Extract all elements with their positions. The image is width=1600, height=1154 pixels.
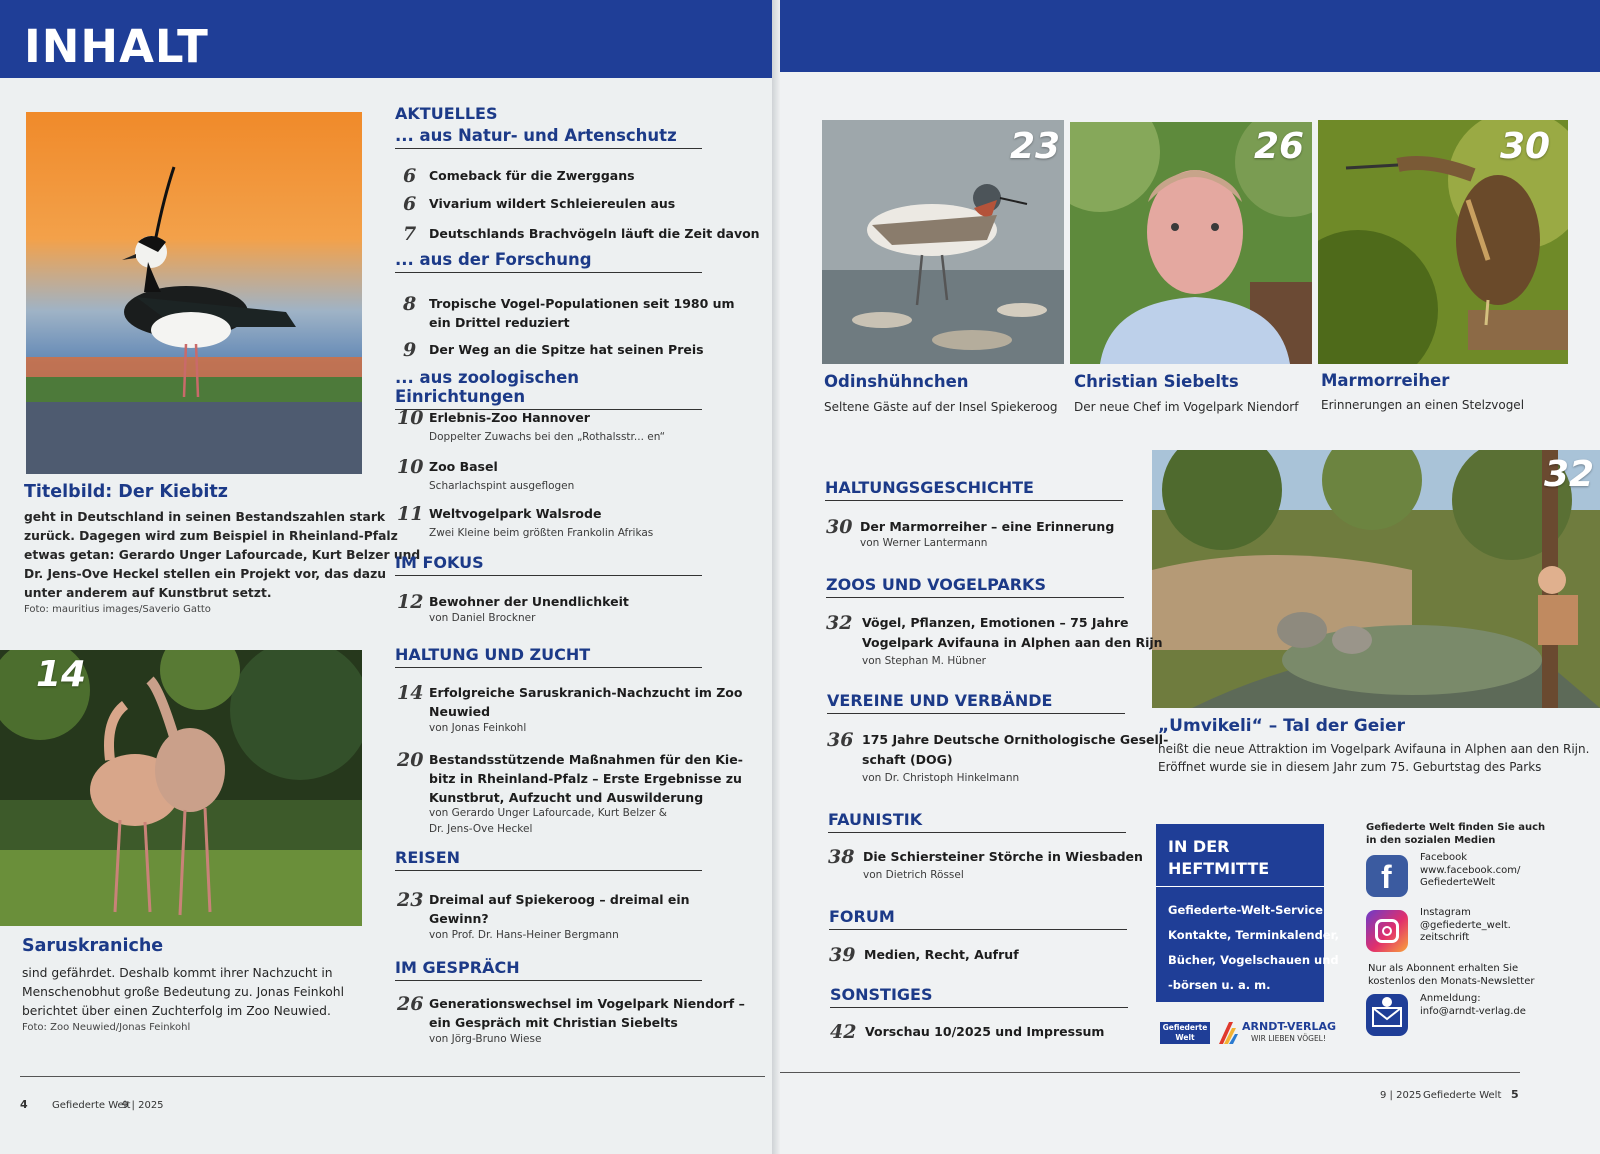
instagram-handle: @gefiederte_welt. [1420,919,1511,931]
footer-magazine: Gefiederte Welt [1423,1090,1502,1101]
footer-issue: 9 | 2025 [122,1100,164,1111]
box-line: Kontakte, Terminkalender, [1168,928,1339,942]
crane-page-number: 14 [36,654,87,695]
cover-line: geht in Deutschland in seinen Bestandszahlen stark [24,510,386,524]
marmorreiher-text: Erinnerungen an einen Stelzvogel [1321,398,1525,412]
toc-title-line: Vogelpark Avifauna in Alphen aan den Rijn [862,635,1163,650]
marmorreiher-title: Marmorreiher [1321,371,1450,390]
toc-title-line: Neuwied [429,704,491,719]
toc-title [429,994,745,1032]
toc-page-number: 10 [397,456,424,478]
cover-caption-text [24,508,420,603]
cover-photo [26,112,362,474]
toc-author: von Daniel Brockner [429,612,536,624]
toc-title-line: ein Gespräch mit Christian Siebelts [429,1015,678,1030]
odinshuehnchen-title: Odinshühnchen [824,372,969,391]
heftmitte-box [1156,824,1339,1002]
toc-title: Die Schiersteiner Störche in Wiesbaden [863,849,1143,864]
box-divider [1156,886,1324,887]
subsection-naturschutz: ... aus Natur- und Artenschutz [395,126,702,149]
toc-title-line: ein Drittel reduziert [429,315,570,330]
toc-title-line: Erfolgreiche Saruskranich-Nachzucht im Zoo [429,685,743,700]
toc-title-line: bitz in Rheinland-Pfalz – Erste Ergebnisse zu [429,771,742,786]
box-text [1168,898,1339,998]
gefiederte-welt-logo [1160,1022,1210,1044]
toc-author: von Werner Lantermann [860,537,988,549]
toc-title: Der Weg an die Spitze hat seinen Preis [429,342,704,357]
toc-title: Vorschau 10/2025 und Impressum [865,1024,1105,1039]
arndt-slogan: WIR LIEBEN VÖGEL! [1251,1034,1326,1043]
social-intro [1366,822,1545,847]
toc-author: von Prof. Dr. Hans-Heiner Bergmann [429,929,619,941]
toc-page-number: 38 [828,846,855,868]
toc-page-number: 30 [826,516,853,538]
umvikeli-photo [1152,450,1600,708]
box-line: -börsen u. a. m. [1168,978,1271,992]
toc-title-line: Tropische Vogel-Populationen seit 1980 um [429,296,735,311]
box-heading [1168,836,1269,880]
toc-title [429,890,690,928]
box-line: Bücher, Vogelschauen und [1168,953,1339,967]
social-intro-line: Gefiederte Welt finden Sie auch [1366,822,1546,833]
toc-author-line: von Gerardo Unger Lafourcade, Kurt Belzer & [429,807,667,819]
toc-page-number: 42 [830,1021,857,1043]
toc-title: Vivarium wildert Schleiereulen aus [429,196,676,211]
toc-title: Medien, Recht, Aufruf [864,947,1019,962]
cover-line: unter anderem auf Kunstbrut setzt. [24,586,272,600]
toc-title [862,730,1168,770]
left-page [0,0,780,1154]
right-page [780,0,1600,1154]
newsletter-line: Nur als Abonnent erhalten Sie [1368,963,1519,974]
footer-rule [780,1072,1520,1073]
subsection-forschung: ... aus der Forschung [395,250,702,273]
toc-page-number: 20 [397,749,424,771]
toc-page-number: 8 [403,293,417,315]
logo-line: Welt [1175,1033,1195,1042]
crane-caption-title: Saruskraniche [22,936,164,956]
siebelts-text: Der neue Chef im Vogelpark Niendorf [1074,400,1299,414]
toc-title: Comeback für die Zwerggans [429,168,635,183]
toc-author: von Stephan M. Hübner [862,655,987,667]
arndt-verlag-name: ARNDT-VERLAG [1242,1020,1337,1033]
logo-line: Gefiederte [1162,1023,1208,1032]
facebook-label: Facebook [1420,852,1467,863]
toc-title-line: Bestandsstützende Maßnahmen für den Kie- [429,752,743,767]
toc-title-line: Vögel, Pflanzen, Emotionen – 75 Jahre [862,615,1129,630]
toc-page-number: 7 [403,223,417,245]
cover-caption-title: Titelbild: Der Kiebitz [24,482,228,502]
toc-title [862,613,1163,653]
toc-teaser: Scharlachspint ausgeflogen [429,480,575,492]
toc-title-line: schaft (DOG) [862,752,953,767]
subsection-zoologische-einrichtungen: ... aus zoologischen Einrichtungen [395,368,702,410]
toc-author: von Jonas Feinkohl [429,722,527,734]
box-heading-line: IN DER [1168,837,1230,856]
toc-title-line: Kunstbrut, Aufzucht und Auswilderung [429,790,704,805]
section-forum: FORUM [829,907,1127,930]
toc-page-number: 6 [403,193,417,215]
toc-teaser: Doppelter Zuwachs bei den „Rothalsstr... en“ [429,431,666,443]
crane-credit: Foto: Zoo Neuwied/Jonas Feinkohl [22,1022,191,1033]
photo-page-number: 26 [1254,126,1305,167]
cover-credit: Foto: mauritius images/Saverio Gatto [24,604,211,615]
newsletter-line: kostenlos den Monats-Newsletter [1368,975,1535,987]
footer-magazine: Gefiederte Welt [52,1100,131,1111]
photo-page-number: 30 [1500,126,1551,167]
header-band [780,0,1600,72]
cover-line: zurück. Dagegen wird zum Beispiel in Rheinland-Pfalz [24,529,398,543]
toc-title: Zoo Basel [429,459,498,474]
instagram-text[interactable] [1420,907,1511,945]
toc-title: Weltvogelpark Walsrode [429,506,602,521]
toc-title-line: Gewinn? [429,911,489,926]
section-faunistik: FAUNISTIK [828,810,1126,833]
footer-page-number: 5 [1511,1088,1519,1101]
section-im-gespraech: IM GESPRÄCH [395,958,702,981]
toc-title-line: 175 Jahre Deutsche Ornithologische Gesell- [862,732,1169,747]
mail-text[interactable] [1420,993,1526,1018]
footer-issue: 9 | 2025 [1380,1090,1422,1101]
section-vereine-und-verbaende: VEREINE UND VERBÄNDE [827,691,1125,714]
toc-title: Der Marmorreiher – eine Erinnerung [860,519,1115,534]
toc-page-number: 23 [397,889,424,911]
box-line: Gefiederte-Welt-Service [1168,903,1323,917]
facebook-icon[interactable]: f [1366,855,1408,897]
section-haltungsgeschichte: HALTUNGSGESCHICHTE [825,478,1123,501]
toc-author [429,805,667,837]
crane-caption-text [22,964,344,1021]
toc-title: Erlebnis-Zoo Hannover [429,410,590,425]
toc-page-number: 6 [403,165,417,187]
toc-title-line: Dreimal auf Spiekeroog – dreimal ein [429,892,690,907]
mail-address: info@arndt-verlag.de [1420,1005,1526,1017]
instagram-handle: zeitschrift [1420,932,1470,943]
mail-icon[interactable] [1366,994,1408,1036]
page-title: INHALT [24,20,209,73]
crane-line: Menschenobhut große Bedeutung zu. Jonas Feinkohl [22,985,345,999]
toc-page-number: 9 [403,339,417,361]
instagram-icon[interactable] [1366,910,1408,952]
mail-label: Anmeldung: [1420,993,1481,1004]
feature-line: Eröffnet wurde sie in diesem Jahr zum 75. Geburtstag des Parks [1158,760,1542,774]
section-reisen: REISEN [395,848,702,871]
toc-page-number: 12 [397,591,424,613]
photo-page-number: 23 [1010,126,1061,167]
feature-title: „Umvikeli“ – Tal der Geier [1158,716,1405,736]
toc-title-line: Generationswechsel im Vogelpark Niendorf – [429,996,745,1011]
toc-teaser: Zwei Kleine beim größten Frankolin Afrikas [429,527,654,539]
feature-line: heißt die neue Attraktion im Vogelpark Avifauna in Alphen aan den Rijn. [1158,742,1590,756]
toc-page-number: 39 [829,944,856,966]
section-sonstiges: SONSTIGES [830,985,1128,1008]
facebook-text[interactable] [1420,852,1520,890]
section-haltung-und-zucht: HALTUNG UND ZUCHT [395,645,702,668]
toc-page-number: 26 [397,993,424,1015]
footer-page-number: 4 [20,1098,28,1111]
toc-title: Deutschlands Brachvögeln läuft die Zeit davon [429,226,760,241]
toc-title: Bewohner der Unendlichkeit [429,594,629,609]
section-zoos-und-vogelparks: ZOOS UND VOGELPARKS [826,575,1124,598]
crane-line: sind gefährdet. Deshalb kommt ihrer Nachzucht in [22,966,333,980]
toc-title [429,750,743,807]
instagram-label: Instagram [1420,907,1471,918]
toc-title [429,683,742,721]
toc-page-number: 10 [397,407,424,429]
feature-page-number: 32 [1544,454,1595,495]
cover-line: etwas getan: Gerardo Unger Lafourcade, Kurt Belzer und [24,548,421,562]
toc-page-number: 36 [827,729,854,751]
box-heading-line: HEFTMITTE [1168,859,1270,878]
toc-page-number: 32 [826,612,853,634]
toc-author-line: Dr. Jens-Ove Heckel [429,823,533,835]
toc-page-number: 14 [397,682,424,704]
toc-author: von Jörg-Bruno Wiese [429,1033,542,1045]
odinshuehnchen-text: Seltene Gäste auf der Insel Spiekeroog [824,400,1058,414]
arndt-logo-mark [1217,1020,1239,1046]
section-aktuelles: AKTUELLES [395,104,498,123]
crane-line: berichtet über einen Zuchterfolg im Zoo Neuwied. [22,1004,331,1018]
siebelts-title: Christian Siebelts [1074,372,1239,391]
section-im-fokus: IM FOKUS [395,553,702,576]
toc-author: von Dr. Christoph Hinkelmann [862,772,1020,784]
facebook-url: GefiederteWelt [1420,877,1496,888]
newsletter-text [1368,963,1534,988]
facebook-url: www.facebook.com/ [1420,864,1521,876]
toc-author: von Dietrich Rössel [863,869,964,881]
toc-page-number: 11 [397,503,424,525]
footer-rule [20,1076,765,1077]
cover-line: Dr. Jens-Ove Heckel stellen ein Projekt vor, das dazu [24,567,386,581]
toc-title [429,294,735,332]
social-intro-line: in den sozialen Medien [1366,834,1496,846]
